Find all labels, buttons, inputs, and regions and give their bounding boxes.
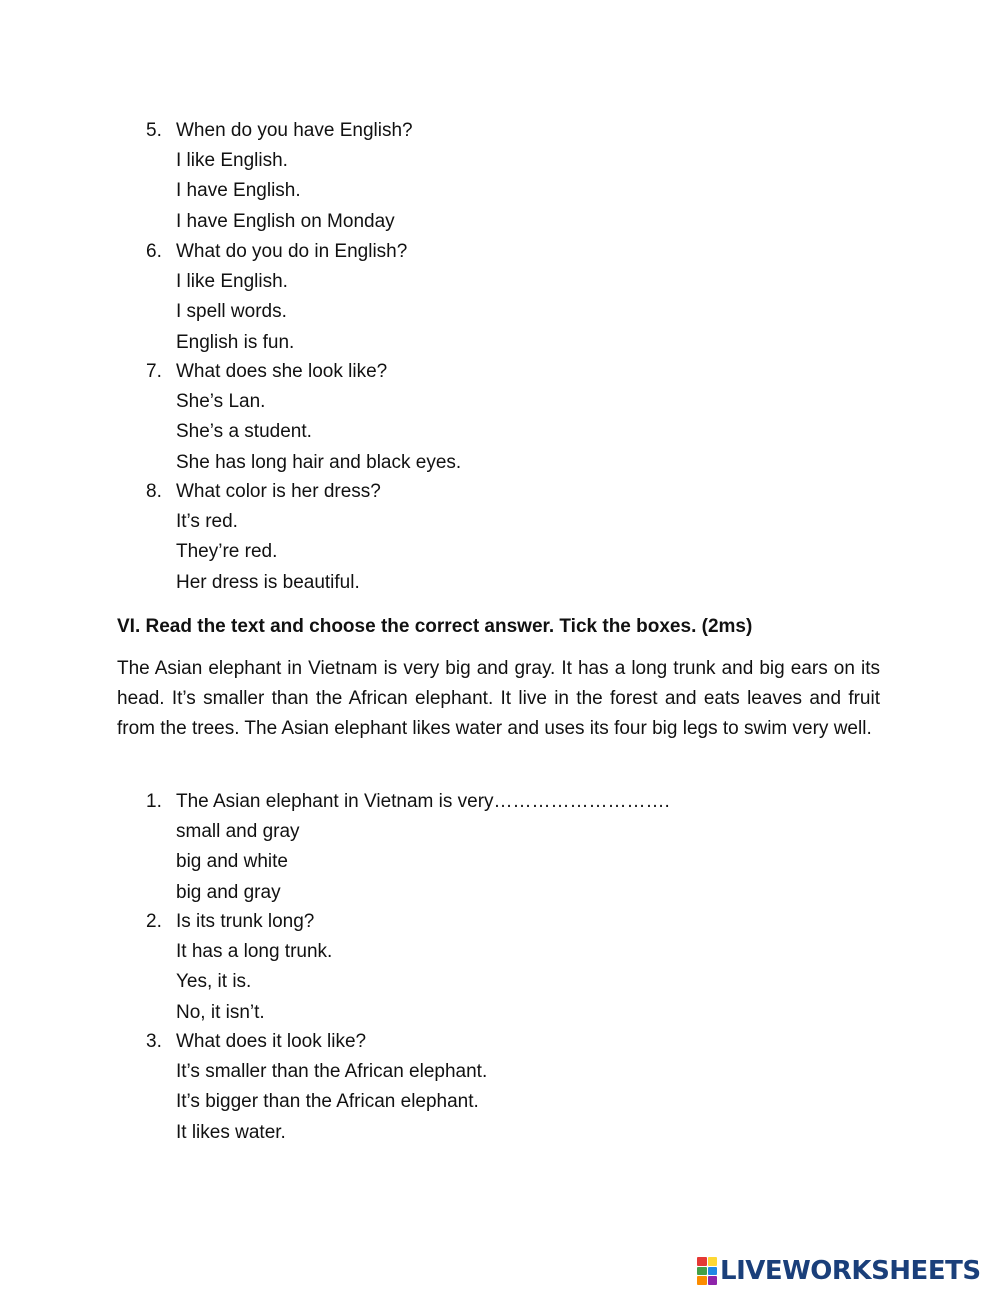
answer-option[interactable]: It likes water. [176,1121,286,1143]
question-6 [146,237,407,358]
question-number: 5. [146,120,162,141]
answer-option[interactable]: She’s a student. [176,421,312,443]
answer-option[interactable]: She’s Lan. [176,391,266,413]
answer-option[interactable]: They’re red. [176,541,278,563]
question-number: 2. [146,911,162,932]
answer-option[interactable]: I have English on Monday [176,210,395,232]
question-text: What does it look like? [176,1031,367,1052]
question-number: 6. [146,241,162,262]
answer-option[interactable]: She has long hair and black eyes. [176,451,462,473]
question-vi-2 [146,907,332,1028]
answer-option[interactable]: big and gray [176,881,281,903]
liveworksheets-logo [697,1253,981,1289]
answer-option[interactable]: No, it isn’t. [176,1001,265,1023]
answer-option[interactable]: I spell words. [176,301,287,323]
answer-option[interactable]: It’s smaller than the African elephant. [176,1061,488,1083]
question-text: What does she look like? [176,361,388,382]
block-purple [708,1276,718,1285]
reading-passage: The Asian elephant in Vietnam is very big and gray. It has a long trunk and big ears on its head. It’s smaller than the African elephant. It live in the forest and eats leaves and fruit from the trees. The Asian elephant likes water and uses its four big legs to swim very well. [117,658,880,739]
block-blue [708,1267,718,1276]
answer-option[interactable]: I have English. [176,180,301,202]
answer-option[interactable]: English is fun. [176,331,295,353]
answer-option[interactable]: Her dress is beautiful. [176,571,360,593]
question-vi-3 [146,1027,487,1148]
question-number: 7. [146,361,162,382]
answer-option[interactable]: It’s bigger than the African elephant. [176,1091,479,1113]
question-8 [146,477,381,598]
block-yellow [708,1257,718,1266]
question-text: What do you do in English? [176,241,408,262]
question-number: 1. [146,791,162,812]
question-number: 8. [146,481,162,502]
answer-option[interactable]: I like English. [176,150,288,172]
answer-option[interactable]: big and white [176,851,288,873]
question-text: The Asian elephant in Vietnam is very………………………. [176,791,670,812]
question-text: When do you have English? [176,120,413,141]
answer-option[interactable]: I like English. [176,271,288,293]
question-text: What color is her dress? [176,481,381,502]
answer-option[interactable]: small and gray [176,821,300,843]
answer-option[interactable]: It has a long trunk. [176,941,333,963]
blocks-icon [697,1257,717,1285]
question-number: 3. [146,1031,162,1052]
question-text: Is its trunk long? [176,911,315,932]
section-heading: VI. Read the text and choose the correct answer. Tick the boxes. (2ms) [117,616,753,637]
block-red [697,1257,707,1266]
logo-text: LIVEWORKSHEETS [720,1256,981,1286]
block-green [697,1267,707,1276]
answer-option[interactable]: It’s red. [176,511,238,533]
question-vi-1 [146,787,670,908]
question-5 [146,116,413,237]
question-7 [146,357,461,478]
block-orange [697,1276,707,1285]
answer-option[interactable]: Yes, it is. [176,971,252,993]
